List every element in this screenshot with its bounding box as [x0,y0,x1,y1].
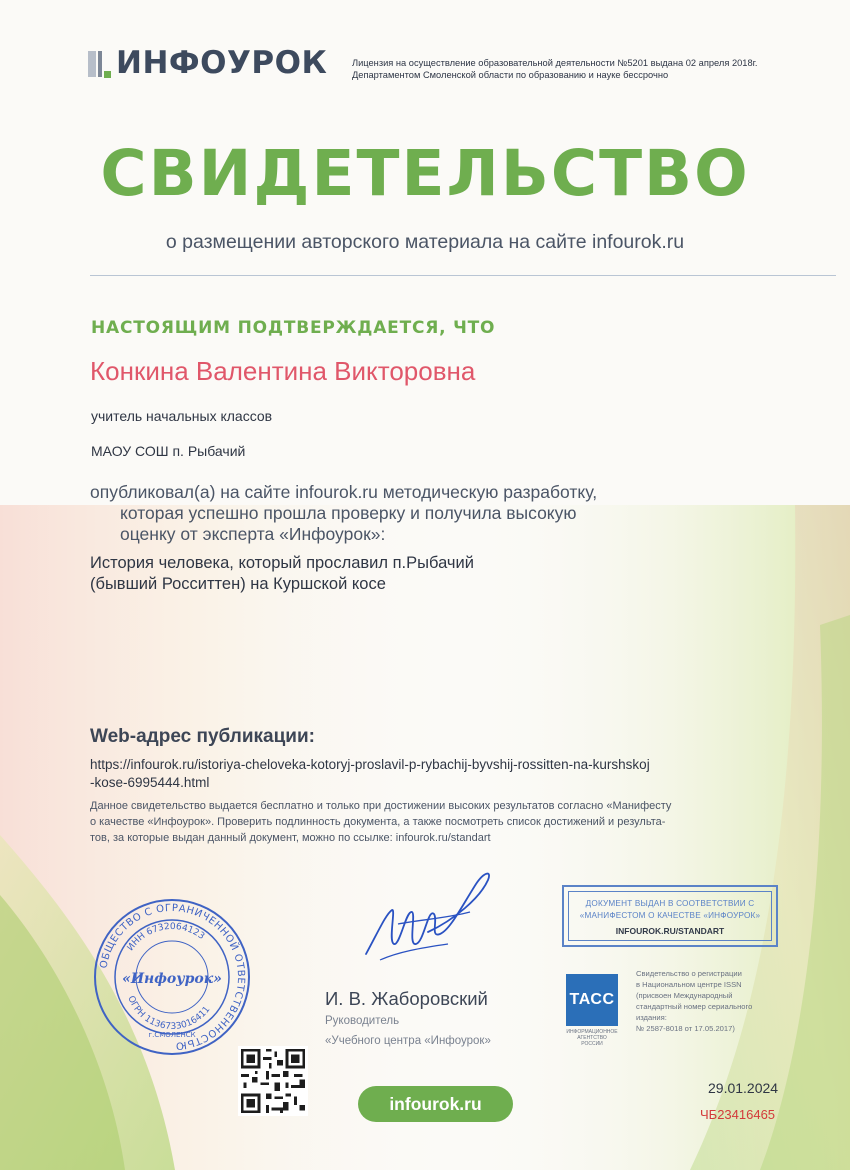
recipient-name: Конкина Валентина Викторовна [90,356,476,386]
site-link-button[interactable]: infourok.ru [358,1086,513,1122]
tass-block [566,974,618,1047]
work-title [90,553,474,595]
disclaimer-text [90,798,770,846]
disclaimer-line: тов, за которые выдан данный документ, можно по ссылке: infourok.ru/standart [90,832,491,844]
standard-link[interactable]: INFOUROK.RU/STANDART [615,926,725,936]
license-line: Департаментом Смоленской области по образованию и науке бессрочно [352,70,669,80]
license-text [352,57,822,81]
url-line: -kose-6995444.html [90,775,210,790]
publication-url[interactable] [90,756,650,792]
disclaimer-line: Данное свидетельство выдается бесплатно и только при достижении высоких результатов согласно «Манифесту [90,800,672,812]
statement-line: оценку от эксперта «Инфоурок»: [120,524,386,544]
header-divider [90,275,836,276]
handwritten-signature [358,862,498,972]
issn-line: (присвоен Международный [636,991,733,1000]
signer-role-line: Руководитель [325,1015,400,1027]
recipient-position: учитель начальных классов [91,408,273,424]
statement-line: которая успешно прошла проверку и получила высокую [120,503,577,523]
disclaimer-line: о качестве «Инфоурок». Проверить подлинность документа, а также посмотреть список достижений и результа- [90,816,666,828]
issn-line: в Национальном центре ISSN [636,980,742,989]
logo-mark-icon [88,49,112,79]
web-address-heading: Web-адрес публикации: [90,726,315,747]
infourok-logo [88,45,328,81]
issn-line: издания: [636,1013,667,1022]
issue-date: 29.01.2024 [708,1080,779,1096]
seal-inn-text: ИНН 6732064123 [125,921,207,953]
statement-line: опубликовал(а) на сайте infourok.ru методическую разработку, [90,482,598,502]
standard-line: ДОКУМЕНТ ВЫДАН В СООТВЕТСТВИИ С [585,899,755,908]
tass-caption: ИНФОРМАЦИОННОЕ АГЕНТСТВО РОССИИ [566,1029,618,1047]
certificate-subtitle: о размещении авторского материала на сайте infourok.ru [165,231,685,253]
certificate-number: ЧБ23416465 [700,1107,776,1122]
work-title-line: (бывший Росситтен) на Куршской косе [90,575,386,593]
url-line: https://infourok.ru/istoriya-cheloveka-kotoryj-proslavil-p-rybachij-byvshij-rossitten-na-kurshskoj [90,757,650,772]
signer-role-line: «Учебного центра «Инфоурок» [325,1035,491,1047]
standard-line: «МАНИФЕСТОМ О КАЧЕСТВЕ «ИНФОУРОК» [579,911,761,920]
recipient-school: МАОУ СОШ п. Рыбачий [91,443,246,459]
seal-city-text: г.СМОЛЕНСК [148,1031,196,1039]
signer-name: И. В. Жаборовский [325,988,488,1009]
confirmation-heading: НАСТОЯЩИМ ПОДТВЕРЖДАЕТСЯ, ЧТО [91,318,496,338]
signer-role [325,1013,491,1050]
seal-ogrn-text: ОГРН 1136733016411 [125,994,213,1033]
company-seal [92,897,252,1057]
issn-line: Свидетельство о регистрации [636,969,742,978]
logo-text: ИНФОУРОК [116,45,328,81]
publication-statement [90,482,597,545]
work-title-line: История человека, который прославил п.Рыбачий [90,554,474,572]
qr-code[interactable] [238,1046,308,1116]
issn-line: № 2587-8018 от 17.05.2017) [636,1024,735,1033]
license-line: Лицензия на осуществление образовательной деятельности №5201 выдана 02 апреля 2018г. [352,58,758,68]
quality-standard-box [562,885,778,947]
certificate-title: СВИДЕТЕЛЬСТВО [100,137,750,210]
issn-line: стандартный номер сериального [636,1002,753,1011]
tass-logo: ТАСС [566,974,618,1026]
seal-outer-text: ОБЩЕСТВО С ОГРАНИЧЕННОЙ ОТВЕТСТВЕННОСТЬЮ [98,902,247,1052]
issn-registration-text [636,968,786,1034]
seal-center-text: «Инфоурок» [122,971,222,987]
